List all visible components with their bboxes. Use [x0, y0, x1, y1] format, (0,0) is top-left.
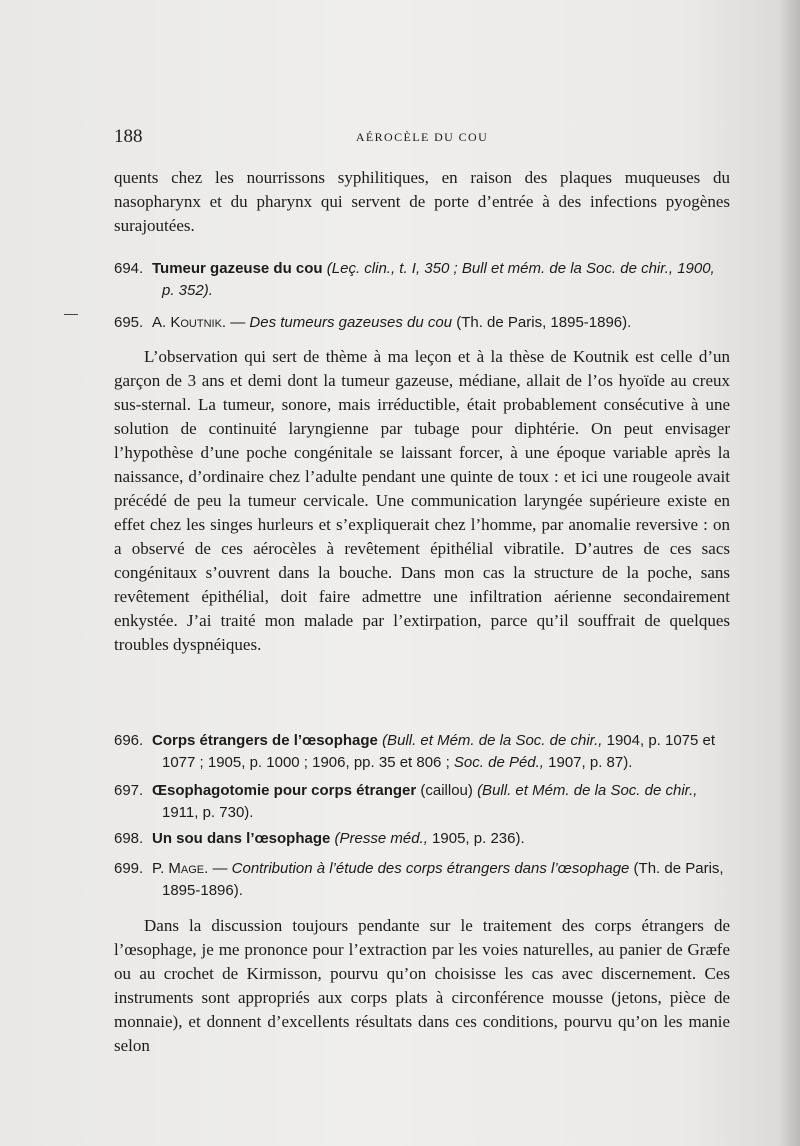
entry-reference-italic: (Bull. et Mém. de la Soc. de chir., [382, 732, 603, 749]
entry-title: Des tumeurs gazeuses du cou [249, 314, 453, 331]
entry-695 [114, 312, 730, 334]
entry-title: Contribution à l’étude des corps étrangers dans l’œsophage [231, 860, 630, 877]
entry-reference-italic-2: Soc. de Péd., [449, 754, 544, 771]
main-paragraph: L’observation qui sert de thème à ma leçon et à la thèse de Koutnik est celle d’un garçon de 3 ans et demi dont la tumeur gazeuse, médiane, allait de l’os hyoïde au creux sus-sternal. La tumeur, sonore, mais irréductible, était probablement consécutive à une solution de continuité laryngienne par tubage pour diphtérie. On peut envisager l’hypothèse d’une poche congénitale se laissant forcer, à une époque variable après la naissance, d’ordinaire chez l’adulte pendant une quinte de toux : et ici une rougeole avait précédé de peu la tumeur cervicale. Une communication laryngée supérieure existe en effet chez les singes hurleurs et s’expliquerait chez l’homme, par anomalie reversive : on a observé de ces aérocèles à revêtement épithélial vibratile. D’autres de ces sacs congénitaux s’ouvrent dans la bouche. Dans mon cas la structure de la poche, sans revêtement épithélial, doit faire admettre une infiltration aérienne secondairement enkystée. J’ai traité mon malade par l’extirpation, parce qu’il souffrait de quelques troubles dyspnéiques. [114, 347, 730, 654]
entry-reference-italic: (Presse méd., [330, 830, 428, 847]
entry-697 [114, 780, 730, 824]
entry-author: P. Mage. [152, 860, 209, 877]
entry-author: A. Koutnik. [152, 314, 227, 331]
entry-title: Tumeur gazeuse du cou [152, 260, 323, 277]
entry-dash: — [226, 314, 250, 331]
page-number: 188 [114, 126, 143, 147]
entry-dash: — [208, 860, 232, 877]
entry-reference-2: 1911, p. 730). [162, 804, 254, 821]
running-title: AÉROCÈLE DU COU [355, 130, 489, 144]
entry-number: 695. [114, 314, 144, 331]
entry-reference: 1905, p. 236). [427, 830, 525, 847]
entry-number: 694. [114, 260, 144, 277]
opening-paragraph: quents chez les nourrissons syphilitiques, en raison des plaques muqueuses du nasopharynx et du pharynx qui servent de porte d’entrée à des infections pyogènes surajoutées. [114, 168, 730, 235]
entry-number: 698. [114, 830, 144, 847]
entry-title: Un sou dans l’œsophage [152, 830, 331, 847]
entry-reference: (Th. de Paris, 1895-1896). [452, 314, 632, 331]
entry-number: 699. [114, 860, 144, 877]
entry-reference: (Leç. clin., t. I, 350 ; Bull et mém. de la Soc. de chir., 1900, p. 352). [162, 260, 715, 299]
entry-title: Corps étrangers de l’œsophage [152, 732, 378, 749]
entry-698 [114, 828, 730, 850]
entry-reference: (Th. de Paris, 1895-1896). [162, 860, 724, 899]
closing-paragraph: Dans la discussion toujours pendante sur le traitement des corps étrangers de l’œsophage, je me prononce pour l’extraction par les voies naturelles, au panier de Græfe ou au crochet de Kirmisson, pourvu qu’on choisisse les cas avec discernement. Ces instruments sont appropriés aux corps plats à circonférence mousse (jetons, pièce de monnaie), et donnent d’excellents résultats dans ces conditions, pourvu qu’on les manie selon [114, 916, 730, 1055]
entry-reference-2: 1907, p. 87). [543, 754, 633, 771]
page-header [114, 126, 730, 150]
entry-699 [114, 858, 730, 902]
entry-number: 697. [114, 782, 144, 799]
entry-reference: 1904, p. 1075 et 1077 ; 1905, p. 1000 ; 1906, pp. 35 et 806 ; [162, 732, 716, 771]
entry-title: Œsophagotomie pour corps étranger [152, 782, 417, 799]
entry-reference-italic: (Bull. et Mém. de la Soc. de chir., [477, 782, 698, 799]
entry-694 [114, 258, 730, 302]
entry-696 [114, 730, 730, 774]
entry-number: 696. [114, 732, 144, 749]
entry-reference: (caillou) [416, 782, 478, 799]
